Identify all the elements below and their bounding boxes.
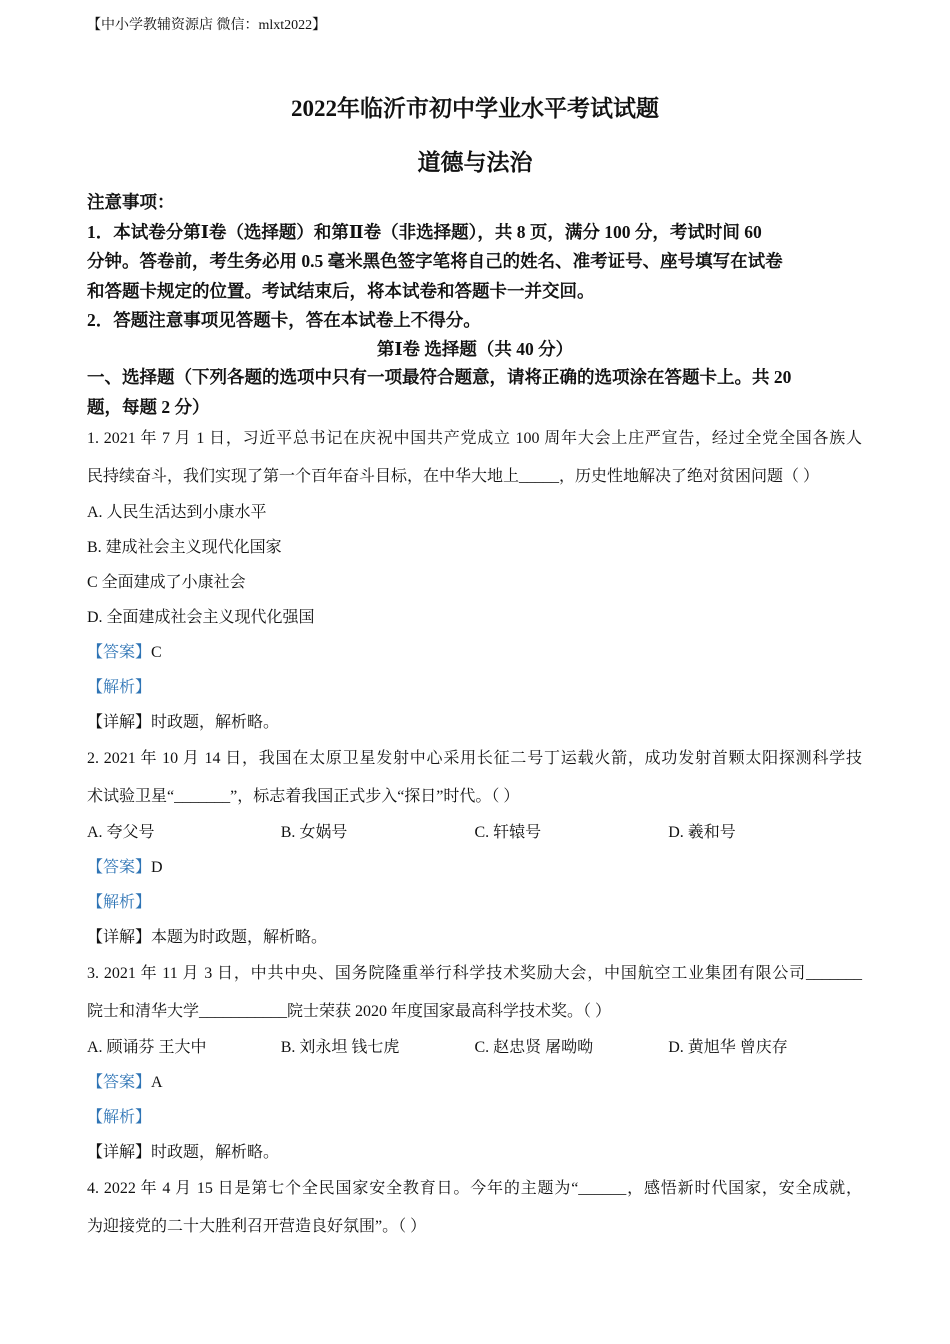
answer-line [87, 1065, 862, 1100]
answer-label: 【答案】 [87, 859, 152, 876]
option-d: D. 羲和号 [668, 824, 736, 841]
subject-title: 道德与法治 [417, 150, 533, 175]
option-b: B. 刘永坦 钱七虎 [280, 1039, 400, 1056]
question-stem-line: 民持续奋斗，我们实现了第一个百年奋斗目标，在中华大地上_____，历史性地解决了绝对贫困问题（ ） [87, 467, 820, 485]
detail-text: 【详解】时政题，解析略。 [87, 1144, 280, 1161]
notice-line: 和答题卡规定的位置。考试结束后，将本试卷和答题卡一并交回。 [87, 280, 595, 301]
question-stem-line: 为迎接党的二十大胜利召开营造良好氛围”。（ ） [87, 1217, 427, 1235]
option-c: C. 赵忠贤 屠呦呦 [474, 1039, 594, 1056]
answer-value: D [151, 859, 163, 876]
option-c: C. 轩辕号 [474, 824, 542, 841]
section-title: 第Ⅰ卷 选择题（共 40 分） [376, 339, 574, 359]
answer-label: 【答案】 [87, 1074, 152, 1091]
question-2 [87, 740, 862, 955]
option-b: B. 建成社会主义现代化国家 [87, 539, 282, 556]
option-a: A. 夸父号 [87, 824, 155, 841]
options-row [87, 815, 862, 850]
question-stem-line: 4. 2022 年 4 月 15 日是第七个全民国家安全教育日。今年的主题为“______，感悟新时代国家，安全成就， [87, 1180, 862, 1197]
options-row [87, 1030, 862, 1065]
option-c: C 全面建成了小康社会 [87, 574, 246, 591]
answer-value: A [151, 1074, 163, 1091]
question-1 [87, 420, 862, 740]
part-title-line: 一、选择题（下列各题的选项中只有一项最符合题意，请将正确的选项涂在答题卡上。共 20 [87, 367, 792, 387]
notice-line: 分钟。答卷前，考生务必用 0.5 毫米黑色签字笔将自己的姓名、准考证号、座号填写在试卷 [87, 251, 783, 271]
detail-text: 【详解】时政题，解析略。 [87, 714, 280, 731]
notice-line: 1．本试卷分第Ⅰ卷（选择题）和第Ⅱ卷（非选择题），共 8 页，满分 100 分，考试时间 60 [87, 221, 762, 242]
questions [87, 420, 862, 1245]
analysis-label: 【解析】 [87, 1109, 152, 1126]
question-3 [87, 955, 862, 1170]
option-a: A. 顾诵芬 王大中 [87, 1039, 207, 1056]
detail-text: 【详解】本题为时政题，解析略。 [87, 929, 328, 946]
question-stem-line: 院士和清华大学___________院士荣获 2020 年度国家最高科学技术奖。（ ） [87, 1002, 612, 1020]
page-title: 2022年临沂市初中学业水平考试试题 [291, 96, 659, 121]
answer-line [87, 635, 862, 670]
question-stem-line: 术试验卫星“_______”，标志着我国正式步入“探日”时代。（ ） [87, 787, 520, 805]
notice-block [87, 188, 867, 336]
option-d: D. 全面建成社会主义现代化强国 [87, 609, 315, 626]
notice-heading: 注意事项： [87, 192, 175, 212]
option-a: A. 人民生活达到小康水平 [87, 504, 267, 521]
analysis-label: 【解析】 [87, 894, 152, 911]
question-stem-line: 2. 2021 年 10 月 14 日，我国在太原卫星发射中心采用长征二号丁运载火箭，成功发射首颗太阳探测科学技 [87, 750, 862, 767]
question-4 [87, 1170, 862, 1245]
option-b: B. 女娲号 [280, 824, 348, 841]
analysis-label: 【解析】 [87, 679, 152, 696]
question-stem-line: 1. 2021 年 7 月 1 日，习近平总书记在庆祝中国共产党成立 100 周年大会上庄严宣告，经过全党全国各族人 [87, 430, 862, 447]
notice-line: 2．答题注意事项见答题卡，答在本试卷上不得分。 [87, 310, 481, 330]
answer-value: C [151, 644, 162, 661]
answer-label: 【答案】 [87, 644, 152, 661]
answer-line [87, 850, 862, 885]
option-d: D. 黄旭华 曾庆存 [668, 1039, 788, 1056]
part-title-line: 题，每题 2 分） [87, 396, 210, 417]
header-note: 【中小学教辅资源店 微信：mlxt2022】 [87, 18, 327, 33]
part-title [87, 363, 867, 422]
question-stem-line: 3. 2021 年 11 月 3 日，中共中央、国务院隆重举行科学技术奖励大会，中国航空工业集团有限公司_______ [87, 965, 862, 982]
